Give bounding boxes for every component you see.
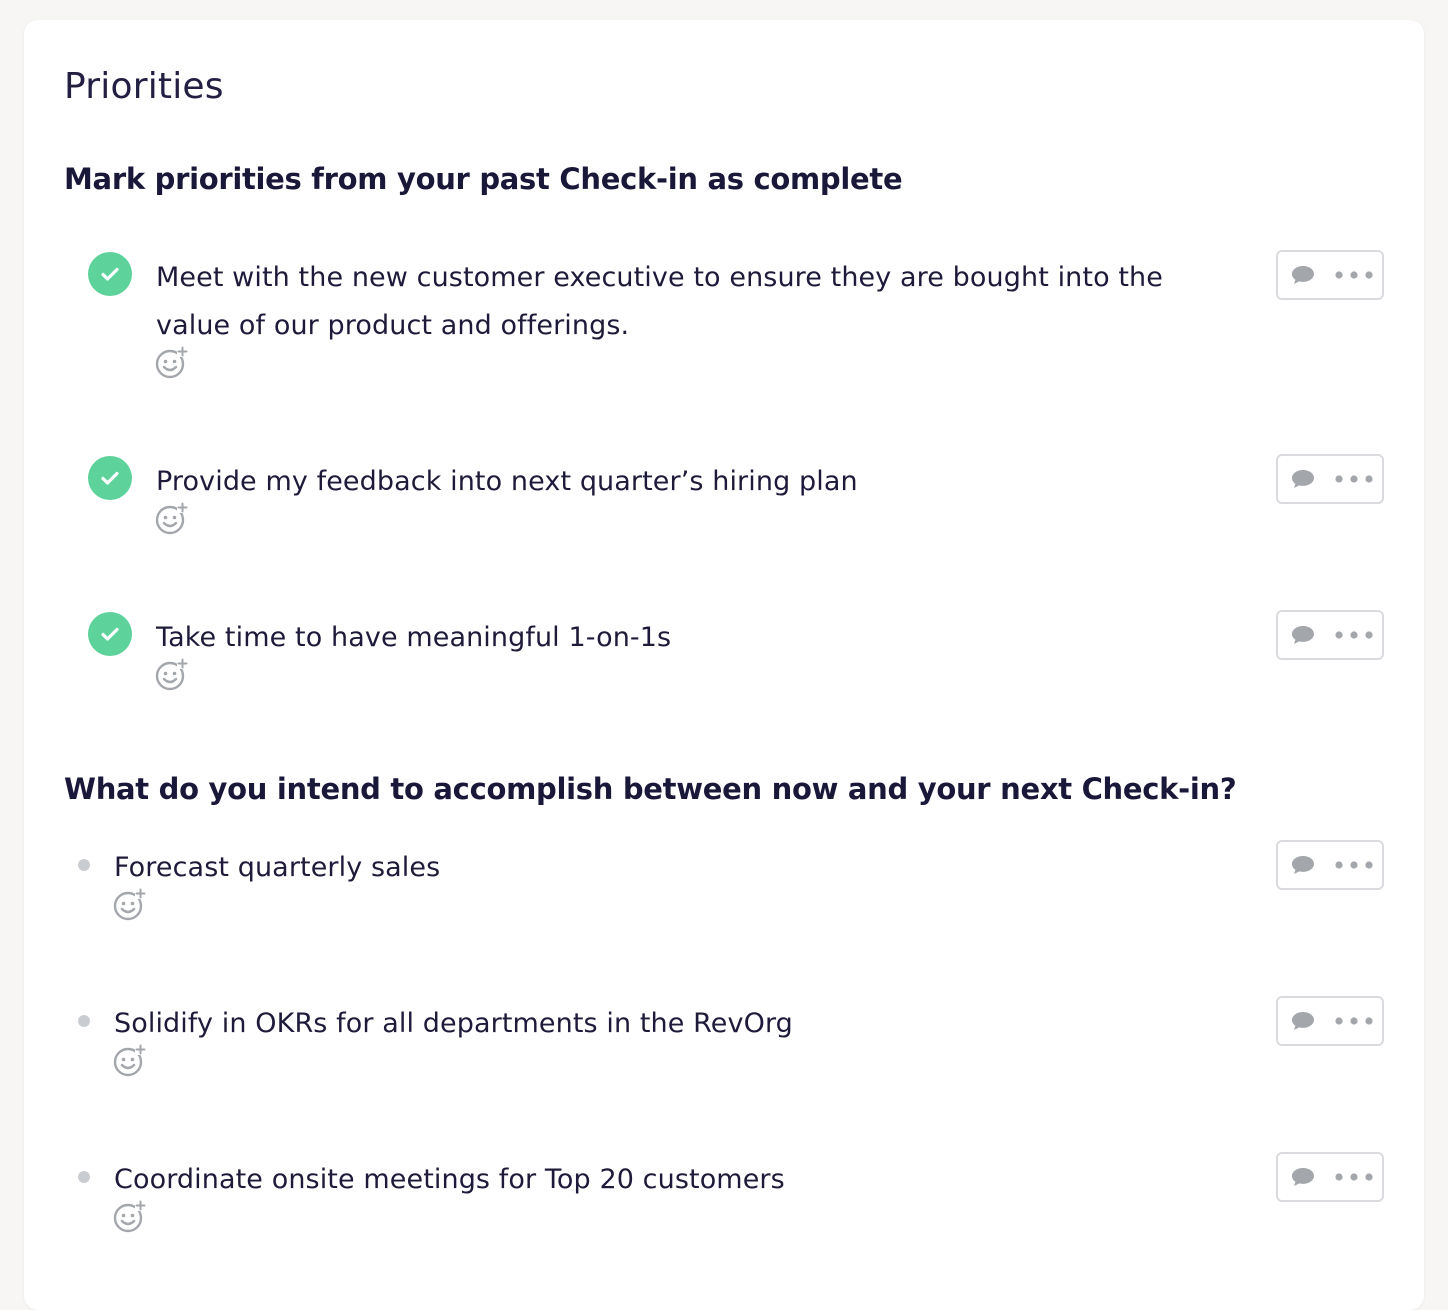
more-icon[interactable]: [1334, 860, 1374, 870]
more-icon[interactable]: [1334, 1016, 1374, 1026]
comment-icon[interactable]: [1290, 1166, 1316, 1188]
add-reaction-icon[interactable]: [154, 658, 188, 692]
comment-icon[interactable]: [1290, 1010, 1316, 1032]
next-priorities-heading: What do you intend to accomplish between now and your next Check-in?: [64, 772, 1237, 806]
item-actions: [1276, 840, 1384, 890]
add-reaction-icon[interactable]: [154, 502, 188, 536]
card-title: Priorities: [64, 66, 224, 107]
add-reaction-icon[interactable]: [112, 888, 146, 922]
priority-text[interactable]: Provide my feedback into next quarter’s hiring plan: [156, 466, 858, 497]
comment-icon[interactable]: [1290, 264, 1316, 286]
priority-text[interactable]: Coordinate onsite meetings for Top 20 customers: [114, 1164, 785, 1195]
more-icon[interactable]: [1334, 474, 1374, 484]
bullet-dot: [78, 1171, 90, 1183]
check-circle-icon[interactable]: [88, 612, 132, 656]
past-priorities-heading: Mark priorities from your past Check-in as complete: [64, 162, 903, 196]
priority-text[interactable]: Solidify in OKRs for all departments in the RevOrg: [114, 1008, 793, 1039]
item-actions: [1276, 996, 1384, 1046]
more-icon[interactable]: [1334, 630, 1374, 640]
item-actions: [1276, 1152, 1384, 1202]
bullet-dot: [78, 859, 90, 871]
priority-text[interactable]: Forecast quarterly sales: [114, 852, 441, 883]
add-reaction-icon[interactable]: [154, 346, 188, 380]
add-reaction-icon[interactable]: [112, 1044, 146, 1078]
item-actions: [1276, 610, 1384, 660]
check-circle-icon[interactable]: [88, 456, 132, 500]
more-icon[interactable]: [1334, 1172, 1374, 1182]
item-actions: [1276, 454, 1384, 504]
priority-text[interactable]: Take time to have meaningful 1-on-1s: [156, 622, 672, 653]
priority-text[interactable]: Meet with the new customer executive to ensure they are bought into the value of our product and offerings.: [156, 262, 1163, 341]
bullet-dot: [78, 1015, 90, 1027]
priorities-card: [24, 20, 1424, 1310]
comment-icon[interactable]: [1290, 854, 1316, 876]
more-icon[interactable]: [1334, 270, 1374, 280]
comment-icon[interactable]: [1290, 624, 1316, 646]
check-circle-icon[interactable]: [88, 252, 132, 296]
item-actions: [1276, 250, 1384, 300]
add-reaction-icon[interactable]: [112, 1200, 146, 1234]
comment-icon[interactable]: [1290, 468, 1316, 490]
